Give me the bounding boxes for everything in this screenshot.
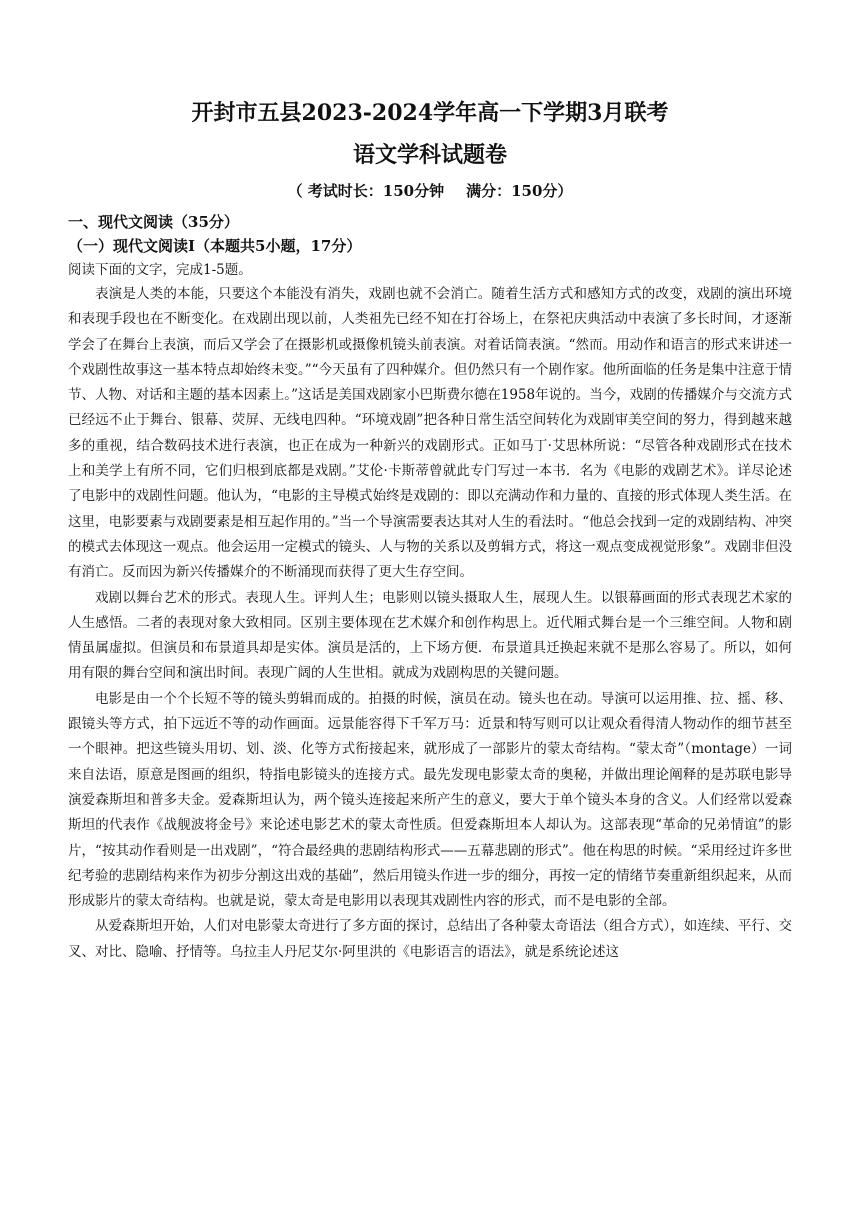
passage-paragraph-1: 表演是人类的本能，只要这个本能没有消失，戏剧也就不会消亡。随着生活方式和感知方式的改变，戏剧的演出环境和表现手段也在不断变化。在戏剧出现以前，人类祖先已经不知在打谷场上，在祭祀庆典活动中表演了多长时间，才逐渐学会了在舞台上表演，而后又学会了在摄影机或摄像机镜头前表演。对着话筒表演。“然而。用动作和语言的形式来讲述一个戏剧性故事这一基本特点却始终未变。”“今天虽有了四种媒介。但仍然只有一个剧作家。他所面临的任务是集中注意于情节、人物、对话和主题的基本因素上。”这话是美国戏剧家小巴斯费尔德在1958年说的。当今，戏剧的传播媒介与交流方式已经远不止于舞台、银幕、荧屏、无线电四种。“环境戏剧”把各种日常生活空间转化为戏剧审美空间的努力，得到越来越多的重视，结合数码技术进行表演，也正在成为一种新兴的戏剧形式。正如马丁·艾思林所说：“尽管各种戏剧形式在技术上和美学上有所不同，它们归根到底都是戏剧。”艾伦·卡斯蒂曾就此专门写过一本书．名为《电影的戏剧艺术》。详尽论述了电影中的戏剧性问题。他认为，“电影的主导模式始终是戏剧的：即以充满动作和力量的、直接的形式体现人类生活。在这里，电影要素与戏剧要素是相互起作用的。”当一个导演需要表达其对人生的看法时。“他总会找到一定的戏剧结构、冲突的模式去体现这一观点。他会运用一定模式的镜头、人与物的关系以及剪辑方式，将这一观点变成视觉形象”。戏剧非但没有消亡。反而因为新兴传播媒介的不断涌现而获得了更大生存空间。 bbox=[68, 286, 792, 581]
passage-paragraph-2: 戏剧以舞台艺术的形式。表现人生。评判人生；电影则以镜头摄取人生，展现人生。以银幕画面的形式表现艺术家的人生感悟。二者的表现对象大致相同。区别主要体现在艺术媒介和创作构思上。近代厢式舞台是一个三维空间。人物和剧情虽属虚拟。但演员和布景道具却是实体。演员是活的，上下场方便．布景道具迁换起来就不是那么容易了。所以，如何用有限的舞台空间和演出时间。表现广阔的人生世相。就成为戏剧构思的关键问题。 bbox=[68, 589, 792, 682]
full-score: 满分：150分） bbox=[466, 182, 573, 200]
passage-paragraph-4: 从爱森斯坦开始，人们对电影蒙太奇进行了多方面的探讨，总结出了各种蒙太奇语法（组合方式），如连续、平行、交叉、对比、隐喻、抒情等。乌拉圭人丹尼艾尔·阿里洪的《电影语言的语法》，就是系统论述这 bbox=[68, 918, 792, 960]
passage-paragraph-3: 电影是由一个个长短不等的镜头剪辑而成的。拍摄的时候，演员在动。镜头也在动。导演可以运用推、拉、摇、移、跟镜头等方式，拍下远近不等的动作画面。远景能容得下千军万马：近景和特写则可以让观众看得清人物动作的细节甚至一个眼神。把这些镜头用切、划、淡、化等方式衔接起来，就形成了一部影片的蒙太奇结构。“蒙太奇”（montage）一词来自法语，原意是图画的组织，特指电影镜头的连接方式。最先发现电影蒙太奇的奥秘，并做出理论阐释的是苏联电影导演爱森斯坦和普多夫金。爱森斯坦认为，两个镜头连接起来所产生的意义，要大于单个镜头本身的含义。人们经常以爱森斯坦的代表作《战舰波将金号》来论述电影艺术的蒙太奇性质。但爱森斯坦本人却认为。这部表现“革命的兄弟情谊”的影片，“按其动作看则是一出戏剧”，“符合最经典的悲剧结构形式——五幕悲剧的形式”。他在构思的时候。“采用经过许多世纪考验的悲剧结构来作为初步分割这出戏的基础”，然后用镜头作进一步的细分，再按一定的情绪节奏重新组织起来，从而形成影片的蒙太奇结构。也就是说，蒙太奇是电影用以表现其戏剧性内容的形式，而不是电影的全部。 bbox=[68, 690, 792, 910]
section-heading: 一、现代文阅读（35分） bbox=[68, 213, 239, 231]
exam-title: 开封市五县2023-2024学年高一下学期3月联考 bbox=[191, 100, 669, 126]
section-subheading: （一）现代文阅读Ⅰ（本题共5小题，17分） bbox=[68, 237, 362, 255]
exam-info bbox=[68, 180, 792, 202]
exam-time: （ 考试时长：150分钟 bbox=[287, 182, 445, 200]
exam-subtitle: 语文学科试题卷 bbox=[352, 142, 507, 168]
reading-instruction: 阅读下面的文字，完成1-5题。 bbox=[68, 262, 252, 278]
